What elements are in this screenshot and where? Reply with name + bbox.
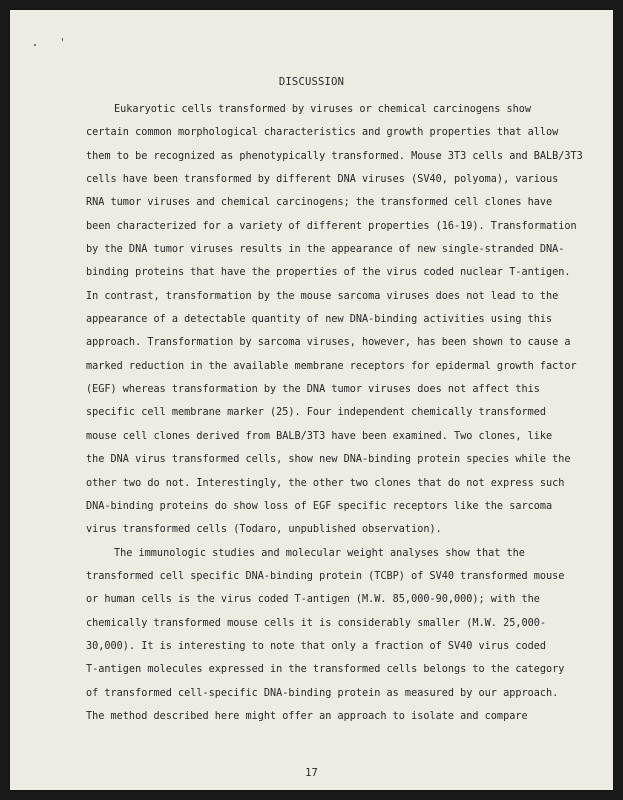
section-heading: DISCUSSION: [278, 76, 345, 88]
text-line: (EGF) whereas transformation by the DNA tumor viruses does not affect this: [86, 384, 540, 396]
text-line: binding proteins that have the properties of the virus coded nuclear T-antigen.: [86, 267, 571, 279]
scan-speck: [62, 38, 63, 41]
text-line: In contrast, transformation by the mouse sarcoma viruses does not lead to the: [86, 290, 559, 302]
text-line: been characterized for a variety of different properties (16-19). Transformation: [86, 220, 577, 232]
text-line: virus transformed cells (Todaro, unpublished observation).: [86, 524, 442, 536]
text-line: cells have been transformed by different DNA viruses (SV40, polyoma), various: [86, 174, 559, 186]
text-line: chemically transformed mouse cells it is considerably smaller (M.W. 25,000-: [86, 617, 547, 629]
text-line: The method described here might offer an approach to isolate and compare: [86, 710, 528, 722]
text-line: or human cells is the virus coded T-antigen (M.W. 85,000-90,000); with the: [86, 594, 540, 606]
text-line: of transformed cell-specific DNA-binding protein as measured by our approach.: [86, 687, 559, 699]
text-line: RNA tumor viruses and chemical carcinogens; the transformed cell clones have: [86, 197, 553, 209]
document-page: [10, 10, 613, 790]
text-line: them to be recognized as phenotypically transformed. Mouse 3T3 cells and BALB/3T3: [86, 150, 583, 162]
paragraph-1: [86, 98, 606, 542]
text-line: other two do not. Interestingly, the other two clones that do not express such: [86, 477, 565, 489]
text-line: marked reduction in the available membrane receptors for epidermal growth factor: [86, 360, 577, 372]
text-line: mouse cell clones derived from BALB/3T3 have been examined. Two clones, like: [86, 430, 553, 442]
text-line: certain common morphological characteristics and growth properties that allow: [86, 127, 559, 139]
text-line: Eukaryotic cells transformed by viruses or chemical carcinogens show: [114, 104, 532, 115]
text-line: T-antigen molecules expressed in the transformed cells belongs to the category: [86, 664, 565, 676]
text-line: by the DNA tumor viruses results in the appearance of new single-stranded DNA-: [86, 244, 565, 256]
text-line: The immunologic studies and molecular weight analyses show that the: [114, 547, 525, 559]
text-line: specific cell membrane marker (25). Four independent chemically transformed: [86, 407, 547, 419]
text-line: transformed cell specific DNA-binding protein (TCBP) of SV40 transformed mouse: [86, 570, 565, 582]
text-line: approach. Transformation by sarcoma viruses, however, has been shown to cause a: [86, 337, 571, 349]
scan-speck: [34, 44, 36, 46]
text-line: 30,000). It is interesting to note that only a fraction of SV40 virus coded: [86, 640, 547, 652]
page-number: 17: [305, 767, 318, 779]
text-line: the DNA virus transformed cells, show new DNA-binding protein species while the: [86, 454, 571, 466]
paragraph-2: [86, 542, 606, 729]
body-text: [86, 98, 606, 728]
text-line: DNA-binding proteins do show loss of EGF specific receptors like the sarcoma: [86, 500, 553, 512]
text-line: appearance of a detectable quantity of new DNA-binding activities using this: [86, 314, 553, 326]
